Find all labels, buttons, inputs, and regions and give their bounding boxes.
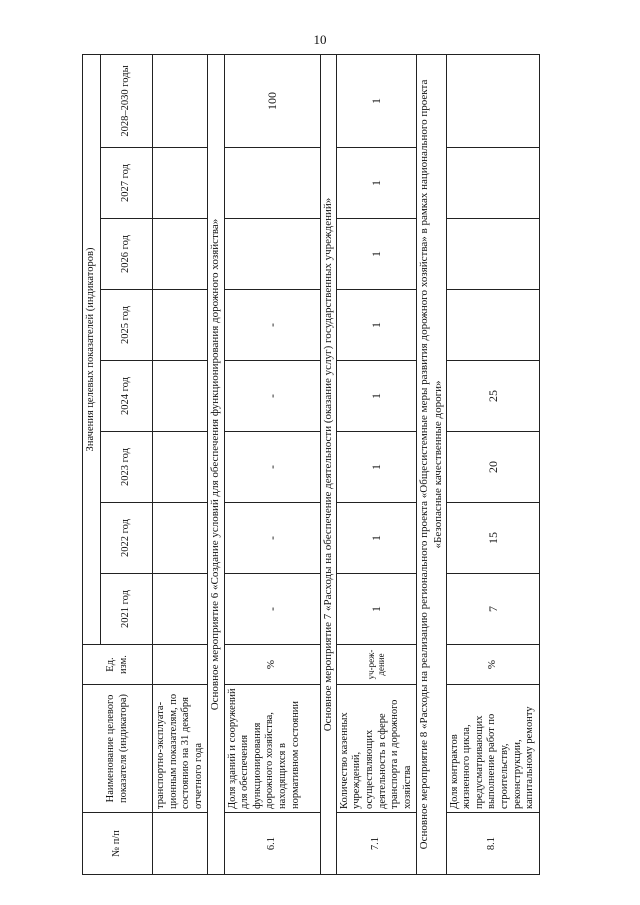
cell-value: 1: [336, 503, 417, 574]
cell-value: [446, 54, 539, 147]
cell-value: 25: [446, 361, 539, 432]
cell-indicator-name: Доля зданий и сооружений для обеспечения функционирования дорожного хозяйства, находящихся в нормативном состоянии: [224, 685, 320, 813]
cell-value: 100: [224, 54, 320, 147]
table-row: [153, 54, 208, 874]
cell-value: -: [224, 503, 320, 574]
header-year: 2026 год: [101, 219, 153, 290]
cell-value: 1: [336, 54, 417, 147]
table-row: [224, 54, 320, 874]
cell-value: 1: [336, 432, 417, 503]
cell-value: [446, 148, 539, 219]
cell-value: 7: [446, 574, 539, 645]
indicator-table: [82, 54, 540, 875]
header-year: 2024 год: [101, 361, 153, 432]
cell-value: [446, 290, 539, 361]
cell-number: 6.1: [224, 813, 320, 875]
table-row: [446, 54, 539, 874]
cell-unit: %: [446, 645, 539, 685]
header-year: 2022 год: [101, 503, 153, 574]
activity-7-heading: Основное мероприятие 7 «Расходы на обеспечение деятельности (оказание услуг) государственных учреждений»: [320, 54, 336, 874]
indicator-table-sheet: [82, 55, 536, 875]
cell-number: 8.1: [446, 813, 539, 875]
cell-number: 7.1: [336, 813, 417, 875]
cell-value: -: [224, 432, 320, 503]
cell-value: [224, 219, 320, 290]
cell-value: -: [224, 574, 320, 645]
activity-8-heading: Основное мероприятие 8 «Расходы на реализацию регионального проекта «Общесистемные меры развития дорожного хозяйства» в рамках национального проекта «Безопасные качественные дороги»: [417, 54, 446, 874]
header-unit: Ед. изм.: [83, 645, 153, 685]
cell-value: 1: [336, 148, 417, 219]
cell-value: 15: [446, 503, 539, 574]
table-row: [336, 54, 417, 874]
header-indicator-name: Наименование целевого показателя (индикатора): [83, 685, 153, 813]
header-year: 2023 год: [101, 432, 153, 503]
header-year: 2028–2030 годы: [101, 54, 153, 147]
page-number: 10: [313, 32, 327, 47]
cell-value: -: [224, 361, 320, 432]
header-number: № п/п: [83, 813, 153, 875]
cell-unit: уч-реж-дение: [336, 645, 417, 685]
header-year: 2027 год: [101, 148, 153, 219]
header-year: 2025 год: [101, 290, 153, 361]
cell-unit: [153, 645, 208, 685]
cell-value: -: [224, 290, 320, 361]
cell-value: 1: [336, 361, 417, 432]
cell-number: [153, 813, 208, 875]
cell-value: 1: [336, 290, 417, 361]
header-values: Значения целевых показателей (индикаторов): [83, 54, 101, 644]
cell-value: 20: [446, 432, 539, 503]
cell-indicator-name: транспортно-эксплуата-ционным показателям, по состоянию на 31 декабря отчетного года: [153, 685, 208, 813]
cell-indicator-name: Количество казенных учреждений, осуществляющих деятельность в сфере транспорта и дорожного хозяйства: [336, 685, 417, 813]
activity-6-heading: Основное мероприятие 6 «Создание условий для обеспечения функционирования дорожного хозяйства»: [208, 54, 224, 874]
header-year: 2021 год: [101, 574, 153, 645]
cell-value: 1: [336, 574, 417, 645]
cell-value: 1: [336, 219, 417, 290]
rotated-table-frame: [82, 55, 536, 875]
cell-value: [446, 219, 539, 290]
cell-value: [224, 148, 320, 219]
cell-indicator-name: Доля контрактов жизненного цикла, предусматривающих выполнение работ по строительству, реконструкции, капитальному ремонту: [446, 685, 539, 813]
cell-unit: %: [224, 645, 320, 685]
